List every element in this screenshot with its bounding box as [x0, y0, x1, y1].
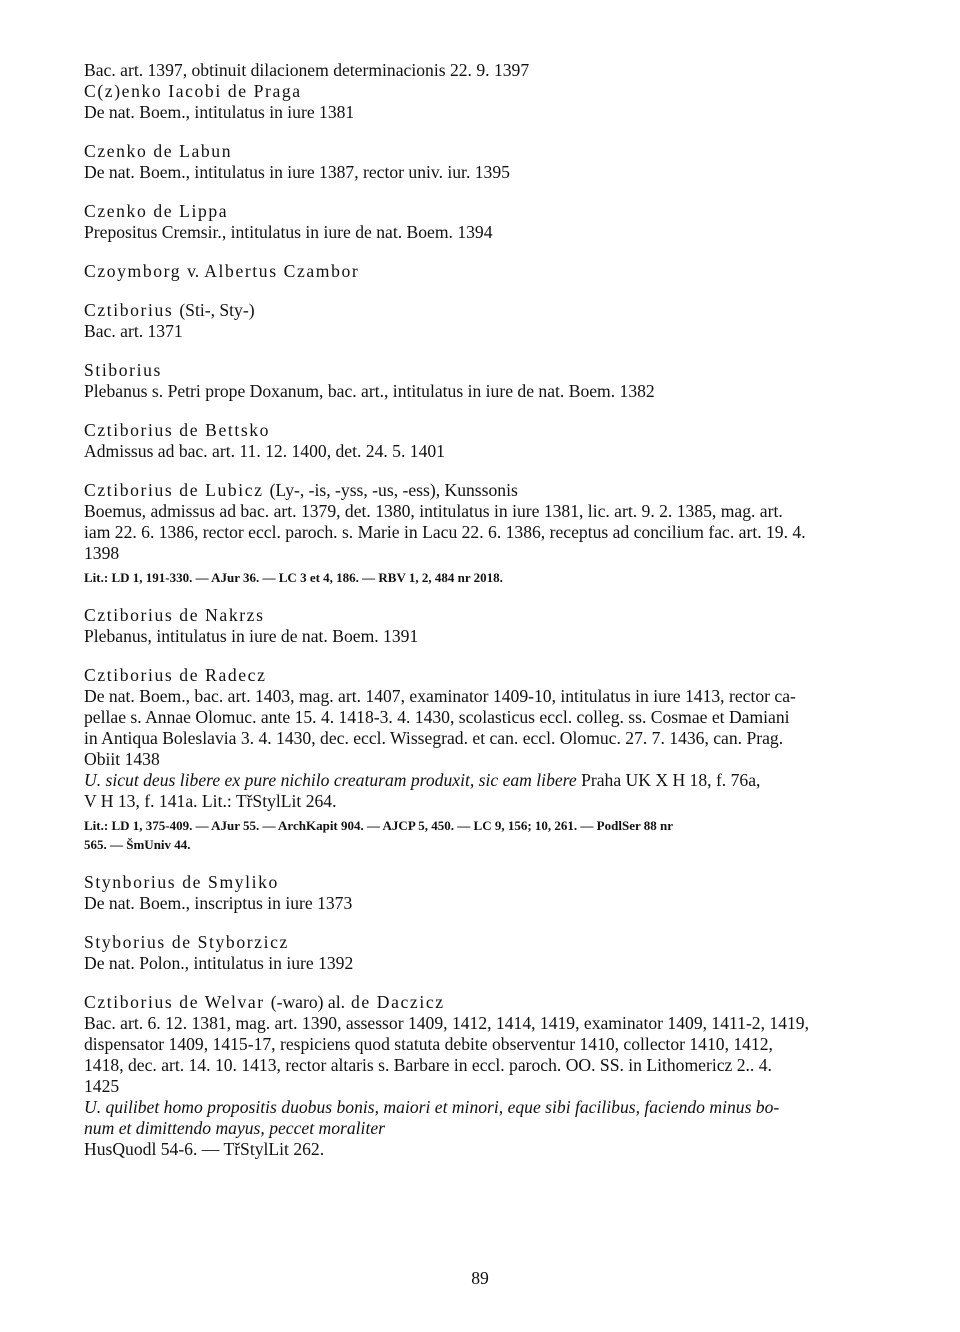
- entry-text: De nat. Boem., intitulatus in iure 1387, rector univ. iur. 1395: [84, 162, 510, 182]
- entry-text: pellae s. Annae Olomuc. ante 15. 4. 1418-3. 4. 1430, scolasticus eccl. colleg. ss. Cosmae et Damiani: [84, 707, 790, 727]
- continuation-line: Bac. art. 1397, obtinuit dilacionem determinacionis 22. 9. 1397: [84, 60, 530, 80]
- entry-text: 1425: [84, 1076, 120, 1096]
- entry-text: Obiit 1438: [84, 749, 160, 769]
- entry-text: in Antiqua Boleslavia 3. 4. 1430, dec. eccl. Wissegrad. et can. eccl. Olomuc. 27. 7. 1436, can. Prag.: [84, 728, 784, 748]
- entry-name-main: Cztiborius de Welvar: [84, 992, 265, 1012]
- entry-name: [84, 261, 890, 282]
- entry-name: Stiborius: [84, 360, 162, 380]
- document-page: [84, 60, 890, 1178]
- entry: [84, 932, 890, 974]
- entry-name-suffix: (Ly-, -is, -yss, -us, -ess), Kunssonis: [269, 480, 518, 500]
- entry-text: Bac. art. 1371: [84, 321, 183, 341]
- entry-name: Czenko de Lippa: [84, 201, 229, 221]
- entry-text: 1398: [84, 543, 120, 563]
- entry-name-suffix: (-waro) al.: [270, 992, 345, 1012]
- entry-text: De nat. Boem., inscriptus in iure 1373: [84, 893, 353, 913]
- incipit-text: num et dimittendo mayus, peccet moraliter: [84, 1118, 385, 1138]
- entry-name: Cztiborius de Nakrzs: [84, 605, 265, 625]
- entry-name: [84, 480, 890, 501]
- entry-name: Czenko de Labun: [84, 141, 233, 161]
- entry-name-main: Cztiborius: [84, 300, 174, 320]
- entry: [84, 480, 890, 587]
- entry-text: Prepositus Cremsir., intitulatus in iure de nat. Boem. 1394: [84, 222, 493, 242]
- incipit-line: [84, 770, 890, 791]
- entry-text: 1418, dec. art. 14. 10. 1413, rector altaris s. Barbare in eccl. paroch. OO. SS. in Lithomericz 2.. 4.: [84, 1055, 772, 1075]
- entry-text: dispensator 1409, 1415-17, respiciens quod statuta debite observentur 1410, collector 1410, 1412,: [84, 1034, 773, 1054]
- literature-references: Lit.: LD 1, 375-409. — AJur 55. — ArchKapit 904. — AJCP 5, 450. — LC 9, 156; 10, 261. — PodlSer 88 nr: [84, 818, 673, 833]
- entry-name-suffix: v.: [187, 261, 200, 281]
- entry: [84, 360, 890, 402]
- entry: [84, 420, 890, 462]
- entry-name: Cztiborius de Bettsko: [84, 420, 271, 440]
- entry: [84, 605, 890, 647]
- incipit-text: U. sicut deus libere ex pure nichilo creaturam produxit, sic eam libere: [84, 770, 577, 790]
- entry-text: Boemus, admissus ad bac. art. 1379, det. 1380, intitulatus in iure 1381, lic. art. 9. 2. 1385, mag. art.: [84, 501, 783, 521]
- entry-name: Styborius de Styborzicz: [84, 932, 289, 952]
- entry-text: Plebanus s. Petri prope Doxanum, bac. art., intitulatus in iure de nat. Boem. 1382: [84, 381, 655, 401]
- entry-name: Stynborius de Smyliko: [84, 872, 279, 892]
- entry-name-tail: Albertus Czambor: [204, 261, 360, 281]
- entry-text: De nat. Boem., intitulatus in iure 1381: [84, 102, 355, 122]
- entry: [84, 872, 890, 914]
- entry-text: De nat. Boem., bac. art. 1403, mag. art. 1407, examinator 1409-10, intitulatus in iure 1413, rector ca-: [84, 686, 796, 706]
- entry: [84, 81, 890, 123]
- entry-text: Bac. art. 6. 12. 1381, mag. art. 1390, assessor 1409, 1412, 1414, 1419, examinator 1409, 1411-2, 1419,: [84, 1013, 809, 1033]
- entry-name: Cztiborius de Radecz: [84, 665, 267, 685]
- entry-text: Plebanus, intitulatus in iure de nat. Boem. 1391: [84, 626, 419, 646]
- entry-name-suffix: (Sti-, Sty-): [179, 300, 255, 320]
- entry-text: Admissus ad bac. art. 11. 12. 1400, det. 24. 5. 1401: [84, 441, 445, 461]
- entry-text: De nat. Polon., intitulatus in iure 1392: [84, 953, 354, 973]
- entry: [84, 665, 890, 854]
- manuscript-reference: Praha UK X H 18, f. 76a,: [576, 770, 761, 790]
- entry: [84, 141, 890, 183]
- entry-name: [84, 300, 890, 321]
- entry-name: [84, 992, 890, 1013]
- literature-references: 565. — ŠmUniv 44.: [84, 837, 191, 852]
- entry-name: C(z)enko Iacobi de Praga: [84, 81, 302, 101]
- entry-name-main: Czoymborg: [84, 261, 182, 281]
- entry-text: HusQuodl 54-6. — TřStylLit 262.: [84, 1139, 325, 1159]
- literature-references: Lit.: LD 1, 191-330. — AJur 36. — LC 3 et 4, 186. — RBV 1, 2, 484 nr 2018.: [84, 570, 503, 585]
- entry: [84, 300, 890, 342]
- entry-text: iam 22. 6. 1386, rector eccl. paroch. s. Marie in Lacu 22. 6. 1386, receptus ad concilium fac. art. 19. 4.: [84, 522, 806, 542]
- page-number: 89: [471, 1268, 489, 1288]
- entry: [84, 992, 890, 1160]
- entry-text: V H 13, f. 141a. Lit.: TřStylLit 264.: [84, 791, 337, 811]
- entry: [84, 201, 890, 243]
- entry-name-main: Cztiborius de Lubicz: [84, 480, 264, 500]
- entry: [84, 261, 890, 282]
- entry-name-tail: de Daczicz: [351, 992, 445, 1012]
- incipit-text: U. quilibet homo propositis duobus bonis, maiori et minori, eque sibi facilibus, faciendo minus bo-: [84, 1097, 780, 1117]
